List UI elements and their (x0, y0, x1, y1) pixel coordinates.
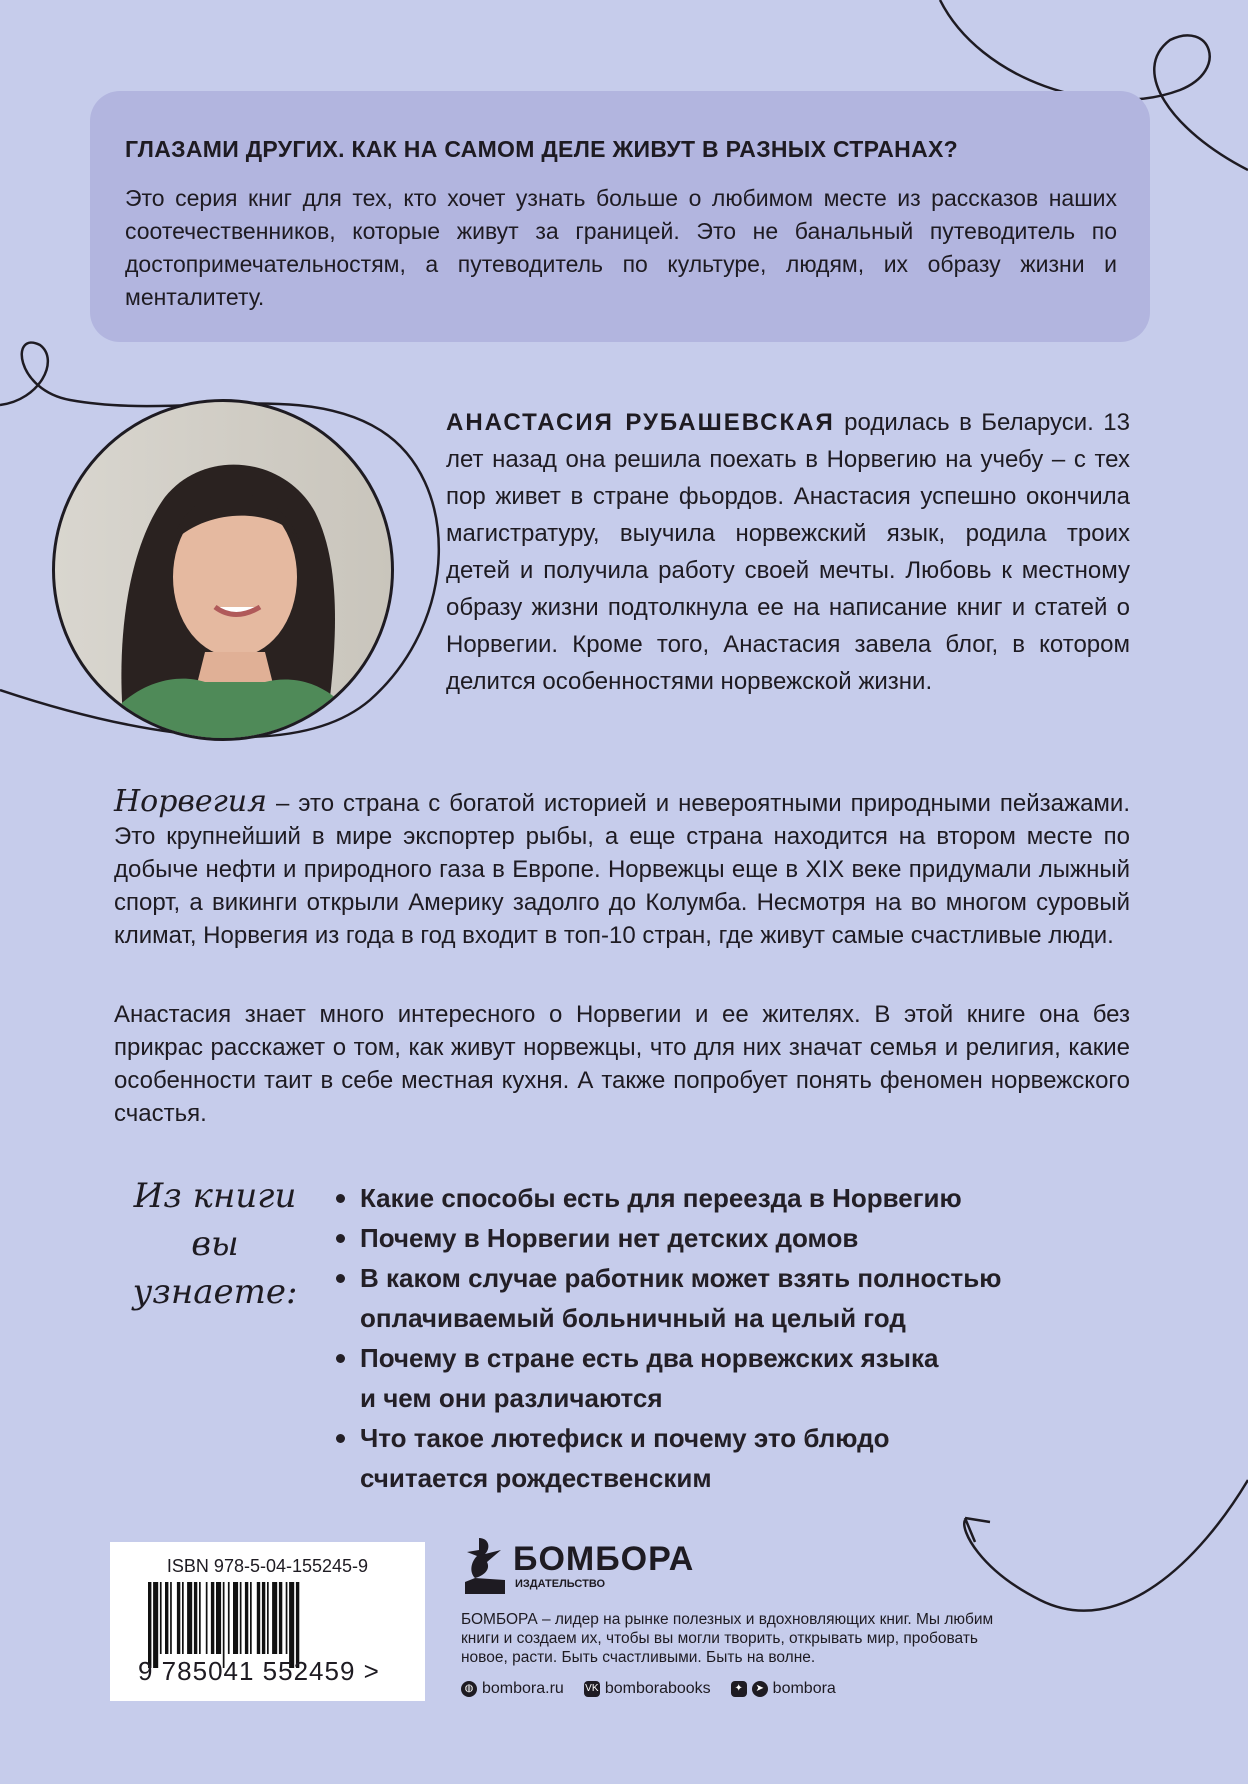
learn-heading-line1: Из книги (133, 1176, 297, 1216)
social-vk[interactable] (584, 1680, 711, 1698)
social-website[interactable] (461, 1680, 564, 1698)
barcode-bar (177, 1582, 180, 1654)
list-item: В каком случае работник может взять полностью оплачиваемый больничный на целый год (336, 1258, 1100, 1338)
author-bio-text: родилась в Беларуси. 13 лет назад она решила поехать в Норвегию на учебу – с тех пор живет в стране фьордов. Анастасия успешно окончила магистратуру, выучила норвежский язык, родила троих детей и получила работу своей мечты. Любовь к местному образу жизни подтолкнула ее на написание книг и статей о Норвегии. Кроме того, Анастасия завела блог, в котором делится особенностями норвежской жизни. (446, 409, 1130, 695)
barcode-bar (279, 1582, 282, 1654)
author-bio (446, 404, 1130, 700)
barcode-bar (233, 1582, 238, 1654)
barcode-bar (262, 1582, 265, 1654)
isbn-barcode-box (110, 1542, 425, 1701)
barcode-bar (228, 1582, 230, 1654)
list-item: Какие способы есть для переезда в Норвегию (336, 1178, 1100, 1218)
social-vk-label: bomborabooks (604, 1680, 711, 1697)
list-item: Почему в стране есть два норвежских языка и чем они различаются (336, 1338, 940, 1418)
barcode-bar (267, 1582, 269, 1654)
list-item: Что такое лютефиск и почему это блюдо считается рождественским (336, 1418, 960, 1498)
zen-icon: ✦ (731, 1681, 747, 1697)
publisher-logo-icon (461, 1536, 509, 1596)
barcode-bar (272, 1582, 277, 1654)
isbn-digits: 9 785041 552459 > (138, 1656, 380, 1686)
author-portrait-image (55, 402, 391, 738)
author-name: АНАСТАСИЯ РУБАШЕВСКАЯ (446, 409, 835, 436)
series-description: Это серия книг для тех, кто хочет узнать больше о любимом месте из рассказов наших соотечественников, которые живут за границей. Это не банальный путеводитель по достопримечательностям, а путеводитель по культуре, людям, их образу жизни и менталитету. (125, 185, 1117, 310)
barcode-bar (182, 1582, 184, 1654)
globe-icon: ◍ (461, 1681, 477, 1697)
social-telegram[interactable] (731, 1680, 836, 1698)
publisher-socials (461, 1680, 836, 1698)
barcode-bar (245, 1582, 248, 1654)
barcode-bar (250, 1582, 252, 1654)
social-website-label: bombora.ru (482, 1680, 564, 1697)
about-book: Анастасия знает много интересного о Норвегии и ее жителях. В этой книге она без прикрас расскажет о том, как живут норвежцы, что для них значат семья и религия, какие особенности таит в себе местная кухня. А также попробует понять феномен норвежского счастья. (114, 1001, 1130, 1127)
barcode-bar (286, 1582, 288, 1654)
barcode-bar (160, 1582, 162, 1654)
about-norway (114, 785, 1130, 952)
barcode-bar (165, 1582, 168, 1654)
publisher-logo (461, 1536, 695, 1596)
barcode-bar (216, 1582, 221, 1654)
telegram-icon: ➤ (752, 1681, 768, 1697)
author-photo (52, 399, 394, 741)
barcode-bar (211, 1582, 214, 1654)
norway-script-word: Норвегия (114, 784, 267, 819)
vk-icon: VK (584, 1681, 600, 1697)
barcode-bar (170, 1582, 172, 1654)
barcode-bar (187, 1582, 192, 1654)
learn-heading (120, 1172, 310, 1316)
list-item: Почему в Норвегии нет детских домов (336, 1218, 1100, 1258)
barcode-bar (199, 1582, 201, 1654)
barcode-bar (194, 1582, 197, 1654)
series-title: ГЛАЗАМИ ДРУГИХ. КАК НА САМОМ ДЕЛЕ ЖИВУТ В РАЗНЫХ СТРАНАХ? (125, 136, 958, 162)
publisher-name: БОМБОРА (513, 1540, 695, 1578)
barcode-bar (206, 1582, 208, 1654)
barcode-bar (240, 1582, 242, 1654)
learn-list (336, 1178, 1100, 1498)
publisher-subtitle: ИЗДАТЕЛЬСТВО (515, 1578, 606, 1590)
isbn-label: ISBN 978-5-04-155245-9 (166, 1556, 369, 1576)
social-telegram-label: bombora (772, 1680, 836, 1697)
learn-heading-line2: вы узнаете: (132, 1224, 298, 1312)
publisher-tagline: БОМБОРА – лидер на рынке полезных и вдохновляющих книг. Мы любим книги и создаем их, чтобы вы могли творить, открывать мир, пробовать новое, расти. Быть счастливыми. Быть на волне. (461, 1611, 994, 1666)
norway-text: – это страна с богатой историей и невероятными природными пейзажами. Это крупнейший в мире экспортер рыбы, а еще страна находится на втором месте по добыче нефти и природного газа в Европе. Норвежцы еще в XIX веке придумали лыжный спорт, а викинги открыли Америку задолго до Колумба. Несмотря на во многом суровый климат, Норвегия из года в год входит в топ-10 стран, где живут самые счастливые люди. (114, 790, 1130, 949)
barcode-bar (257, 1582, 260, 1654)
